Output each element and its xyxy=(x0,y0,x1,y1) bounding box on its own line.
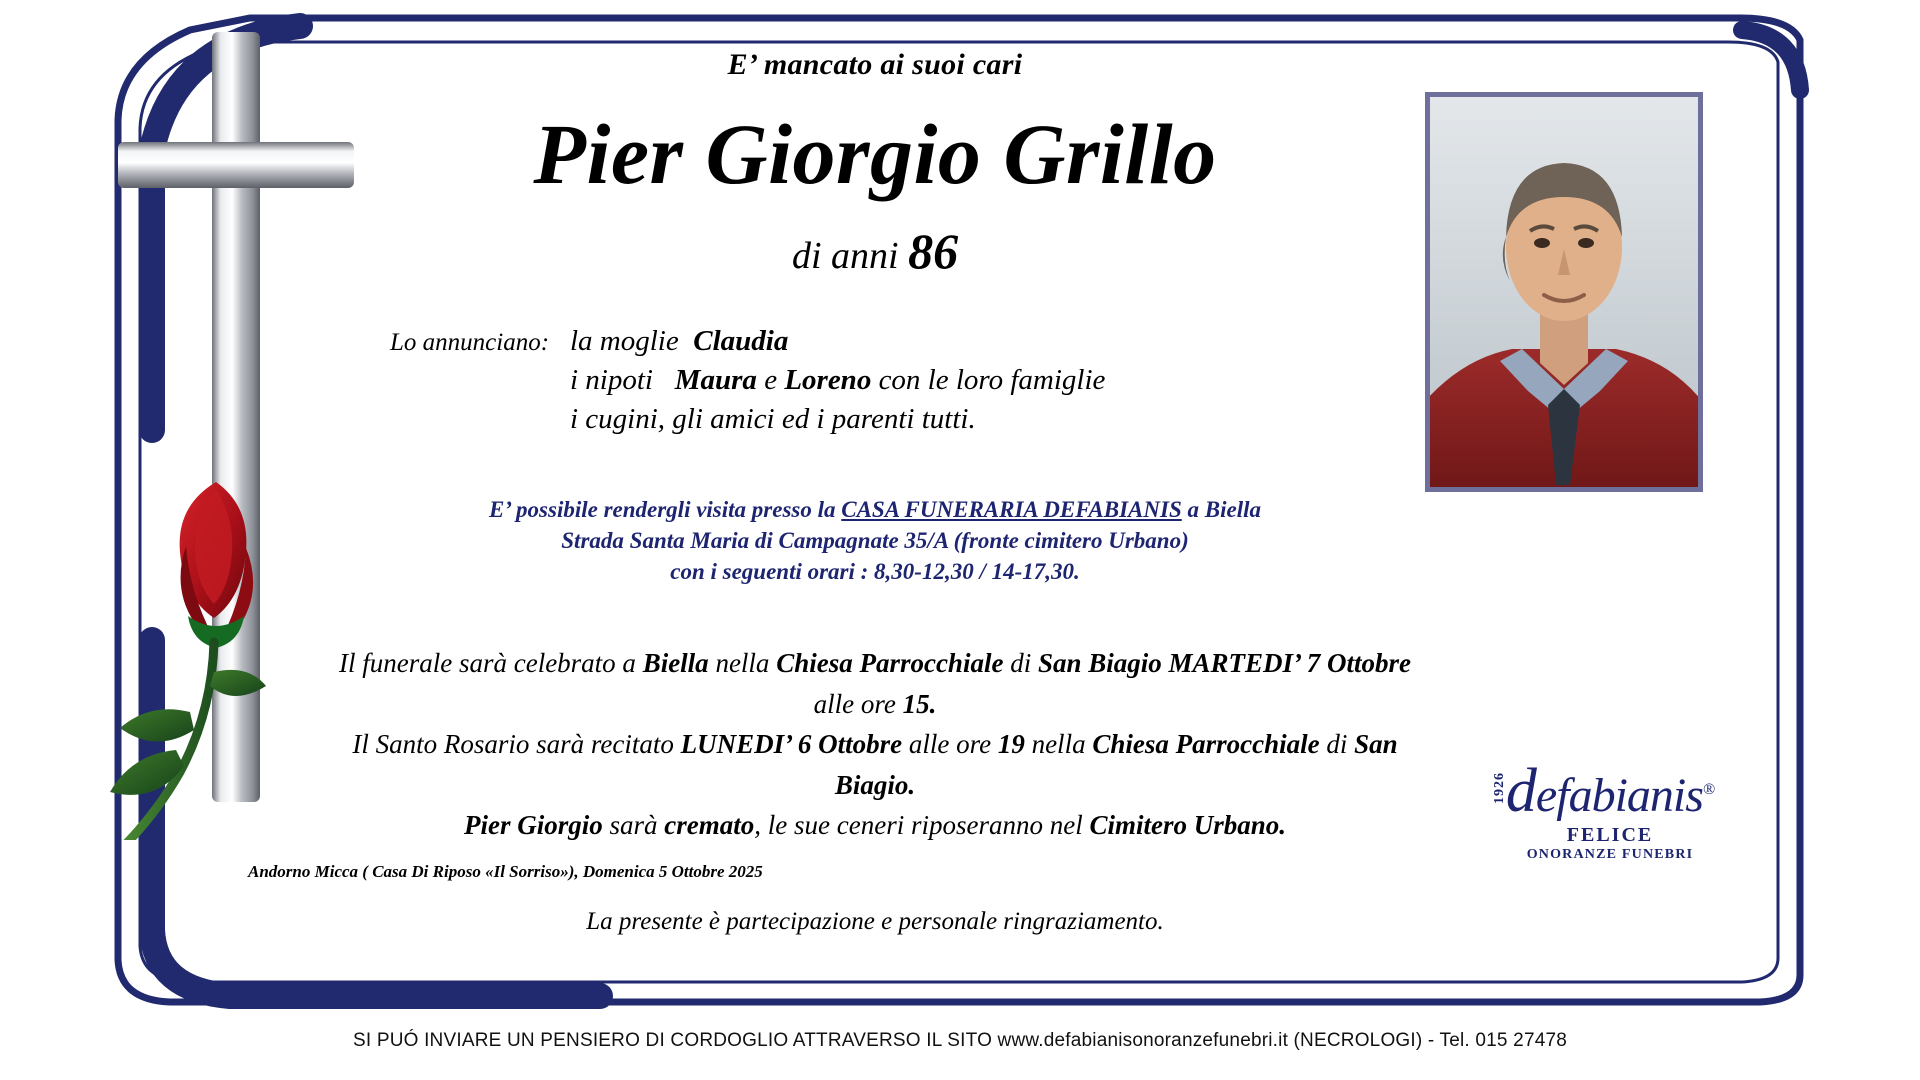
rosary-church: Chiesa Parrocchiale xyxy=(1092,729,1320,760)
logo-initial: d xyxy=(1505,757,1536,825)
intro-line: E’ mancato ai suoi cari xyxy=(727,48,1023,81)
announce-line-2 xyxy=(390,361,1420,400)
logo-year: 1926 xyxy=(1492,772,1507,804)
funeral-text-3: di xyxy=(1003,648,1038,679)
place-and-date: Andorno Micca ( Casa Di Riposo «Il Sorriso»), Domenica 5 Ottobre 2025 xyxy=(248,862,763,881)
funeral-time: 15. xyxy=(902,688,937,719)
announce-wife-name: Claudia xyxy=(693,325,789,357)
announce-name-maura: Maura xyxy=(674,364,757,397)
announce-conjunction: e xyxy=(764,364,778,397)
rosary-church-name: San Biagio. xyxy=(834,729,1398,800)
announce-wife-label: la moglie xyxy=(570,325,679,357)
logo-rest: efabianis xyxy=(1535,769,1703,822)
visitation-address: Strada Santa Maria di Campagnate 35/A (fronte cimitero Urbano) xyxy=(561,528,1189,553)
rosary-time: 19 xyxy=(997,729,1025,760)
visitation-text-c: a Biella xyxy=(1187,497,1261,523)
funeral-home-name: CASA FUNERARIA DEFABIANIS xyxy=(841,497,1182,523)
visitation-block xyxy=(330,495,1420,587)
cemetery-name: Cimitero Urbano. xyxy=(1089,810,1286,841)
announce-line-3: i cugini, gli amici ed i parenti tutti. xyxy=(570,403,976,436)
funeral-text-2: nella xyxy=(708,648,777,679)
funeral-church: Chiesa Parrocchiale xyxy=(776,648,1004,679)
rose-icon xyxy=(90,420,350,840)
rosary-text-2: alle ore xyxy=(902,729,998,760)
rosary-text-1: Il Santo Rosario sarà recitato xyxy=(352,729,681,760)
funeral-date: San Biagio MARTEDI’ 7 Ottobre xyxy=(1037,648,1412,679)
cremation-text-2: , le sue ceneri riposeranno nel xyxy=(754,810,1090,841)
funeral-text-1: Il funerale sarà celebrato a xyxy=(338,648,643,679)
cremation-text-1: sarà xyxy=(602,810,665,841)
cremation-name: Pier Giorgio xyxy=(464,810,603,841)
thanks-line: La presente è partecipazione e personale ringraziamento. xyxy=(586,907,1164,935)
announcement-block xyxy=(330,322,1420,439)
announce-label: Lo annunciano: xyxy=(390,329,550,356)
visitation-hours: con i seguenti orari : 8,30-12,30 / 14-17,30. xyxy=(670,558,1080,584)
rosary-text-4: di xyxy=(1319,729,1355,760)
logo-wordmark xyxy=(1480,757,1740,825)
service-line-rosary xyxy=(330,724,1420,805)
age-value: 86 xyxy=(908,223,959,279)
logo-registered-mark: ® xyxy=(1702,781,1715,798)
logo-subtitle-felice: FELICE xyxy=(1566,824,1654,846)
service-details xyxy=(330,643,1420,846)
announce-nephews-label: i nipoti xyxy=(570,364,653,397)
funeral-city: Biella xyxy=(642,648,709,679)
cremation-word: cremato xyxy=(664,810,755,841)
visitation-line-1 xyxy=(330,495,1420,526)
rosary-text-3: nella xyxy=(1024,729,1093,760)
service-line-funeral xyxy=(330,643,1420,724)
announce-families: con le loro famiglie xyxy=(878,364,1106,397)
announce-name-loreno: Loreno xyxy=(784,364,872,397)
portrait-photo xyxy=(1425,92,1703,492)
visitation-text-a: E’ possibile rendergli visita presso la xyxy=(489,497,836,523)
age-label: di anni xyxy=(791,235,899,277)
defabianis-logo xyxy=(1480,757,1740,863)
service-line-cremation xyxy=(330,805,1420,846)
announce-line-1 xyxy=(390,322,1420,361)
footer-note: SI PUÓ INVIARE UN PENSIERO DI CORDOGLIO ATTRAVERSO IL SITO www.defabianisonoranzefunebri.it (NECROLOGI) - Tel. 015 27478 xyxy=(352,1030,1568,1051)
logo-subtitle-onoranze: ONORANZE FUNEBRI xyxy=(1526,847,1694,862)
age-line xyxy=(330,222,1420,280)
funeral-text-4: alle ore xyxy=(813,688,903,719)
deceased-name: Pier Giorgio Grillo xyxy=(533,106,1217,202)
rosary-date: LUNEDI’ 6 Ottobre xyxy=(680,729,903,760)
obituary-text xyxy=(330,0,1420,1080)
